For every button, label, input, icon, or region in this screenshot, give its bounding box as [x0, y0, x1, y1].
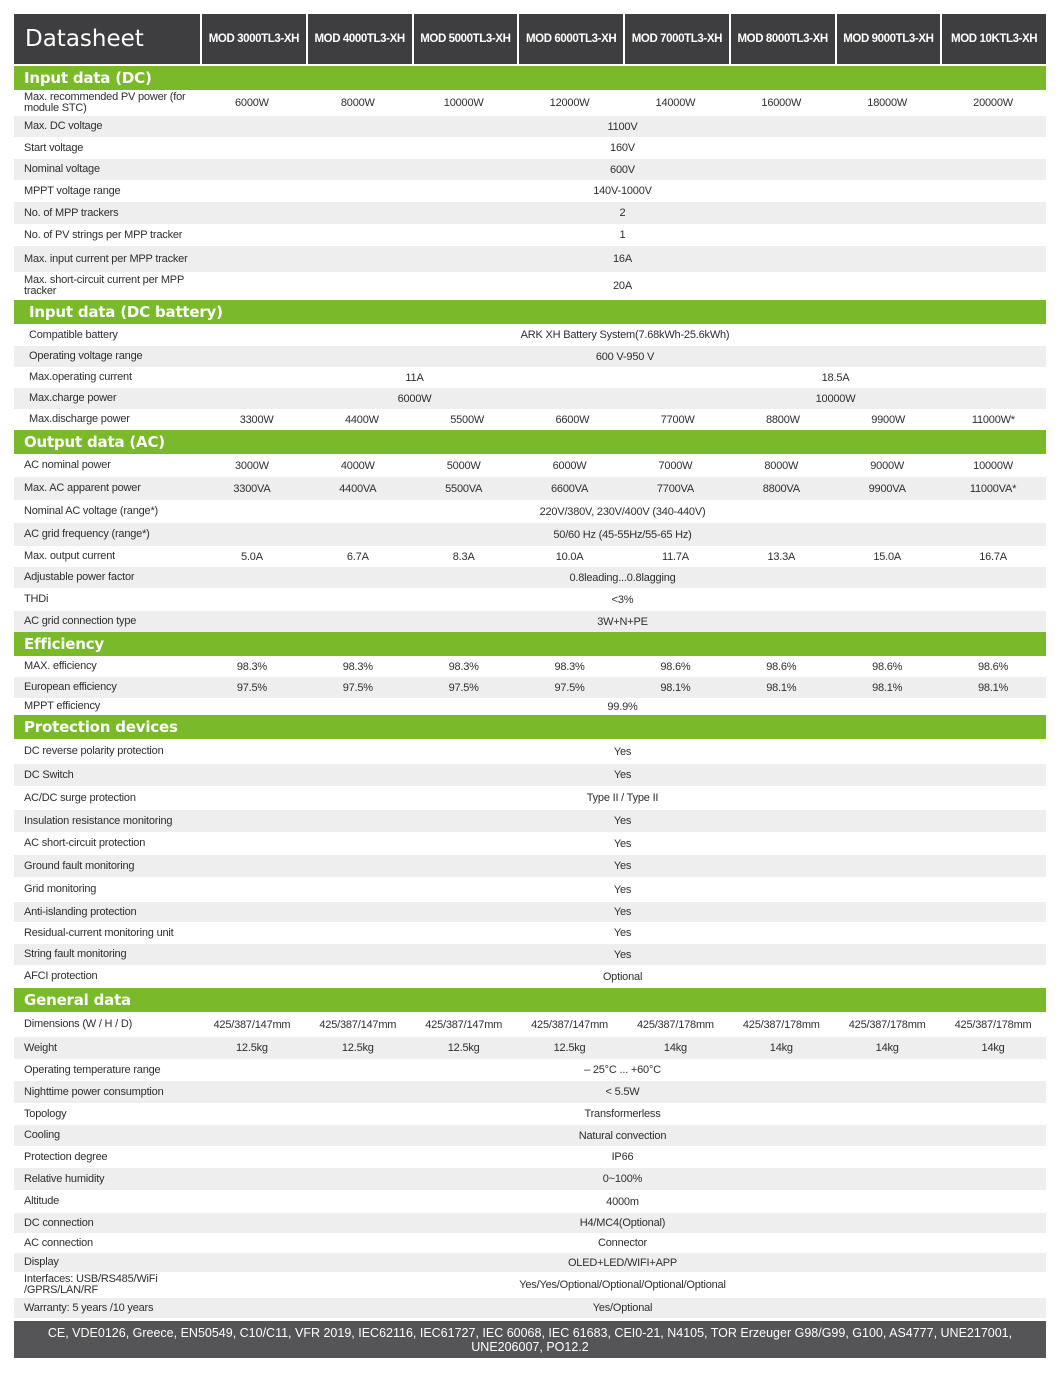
spec-label: Grid monitoring — [24, 884, 97, 895]
spec-value: 4000m — [606, 1195, 639, 1208]
spec-value: 98.3% — [342, 660, 373, 673]
spec-value: 9900VA — [868, 482, 906, 495]
spec-label: Max. DC voltage — [24, 121, 103, 132]
spec-row — [14, 246, 1046, 272]
spec-label: AC grid connection type — [24, 616, 137, 627]
spec-label: Anti-islanding protection — [24, 906, 137, 918]
spec-row — [14, 90, 1046, 116]
spec-label: AC grid frequency (range*) — [24, 529, 150, 540]
spec-row — [14, 832, 1046, 855]
spec-row — [14, 1272, 1046, 1298]
spec-value: 98.1% — [766, 681, 797, 694]
spec-value: H4/MC4(Optional) — [579, 1217, 666, 1229]
spec-value: 3000W — [235, 459, 269, 472]
spec-value: 425/387/147mm — [319, 1018, 397, 1031]
spec-row — [14, 677, 1046, 698]
spec-label: Weight — [24, 1042, 57, 1054]
spec-label: Relative humidity — [24, 1173, 105, 1185]
spec-row — [14, 656, 1046, 677]
spec-value: 9000W — [870, 459, 905, 472]
spec-row — [14, 346, 1046, 367]
spec-value: 6.7A — [346, 550, 369, 563]
spec-label: Max. AC apparent power — [24, 483, 141, 494]
spec-value: 425/387/147mm — [213, 1018, 291, 1031]
spec-value: 16000W — [761, 97, 802, 109]
spec-row — [14, 159, 1046, 180]
spec-value: Yes — [613, 769, 632, 781]
spec-value: Optional — [602, 970, 643, 983]
spec-row — [14, 588, 1046, 611]
datasheet-title: Datasheet — [14, 14, 200, 64]
spec-label: THDi — [24, 594, 49, 605]
spec-label: Operating temperature range — [24, 1064, 161, 1076]
spec-label: Start voltage — [24, 142, 84, 154]
spec-value: 14kg — [875, 1042, 899, 1054]
spec-row — [14, 477, 1046, 500]
spec-value: 5000W — [446, 459, 481, 472]
spec-value: 10000W — [443, 97, 484, 109]
spec-value: OLED+LED/WIFI+APP — [567, 1256, 678, 1269]
spec-label: Nominal AC voltage (range*) — [24, 506, 159, 517]
spec-value: 4400VA — [339, 482, 377, 495]
spec-row — [14, 611, 1046, 632]
spec-row — [14, 1081, 1046, 1103]
spec-value: 3300VA — [233, 482, 271, 495]
spec-label: European efficiency — [24, 682, 117, 693]
spec-value: 11A — [405, 371, 424, 384]
spec-row — [14, 922, 1046, 944]
spec-row — [14, 180, 1046, 202]
spec-row — [14, 1037, 1046, 1059]
spec-row — [14, 454, 1046, 477]
spec-value: Natural convection — [578, 1129, 667, 1142]
spec-label: AC nominal power — [24, 460, 111, 471]
spec-row — [14, 324, 1046, 346]
spec-label: Altitude — [24, 1196, 60, 1207]
spec-row — [14, 1213, 1046, 1233]
spec-value: IP66 — [611, 1151, 634, 1163]
spec-value: 98.1% — [977, 681, 1009, 694]
spec-row — [14, 202, 1046, 224]
spec-value: 98.6% — [766, 660, 797, 673]
spec-row — [14, 1059, 1046, 1081]
spec-value: 4000W — [340, 459, 375, 472]
spec-value: 1 — [619, 229, 626, 241]
spec-value: 6000W — [552, 459, 587, 472]
spec-value: Yes — [613, 745, 632, 758]
spec-label: DC Switch — [24, 769, 74, 781]
spec-value: 140V-1000V — [593, 185, 652, 197]
spec-value: 5.0A — [241, 550, 263, 563]
certifications-footer: CE, VDE0126, Greece, EN50549, C10/C11, VFR 2019, IEC62116, IEC61727, IEC 60068, IEC 61683, CEI0-21, N4105, TOR Erzeuger G98/G99, G100, AS4777, UNE217001, UNE206007, PO12.2 — [14, 1321, 1046, 1358]
spec-row — [14, 698, 1046, 715]
spec-value: 98.3% — [236, 660, 268, 673]
spec-label: No. of MPP trackers — [24, 207, 119, 219]
spec-body — [14, 66, 1046, 1318]
spec-label: No. of PV strings per MPP tracker — [24, 229, 183, 241]
spec-row — [14, 1298, 1046, 1318]
spec-value: 98.1% — [660, 681, 691, 694]
spec-value: 600V — [610, 163, 635, 176]
spec-label: Interfaces: USB/RS485/WiFi /GPRS/LAN/RF — [24, 1274, 158, 1296]
spec-row — [14, 409, 1046, 430]
section-header: Output data (AC) — [14, 430, 1046, 454]
spec-value: 6600VA — [550, 482, 589, 495]
spec-label: Ground fault monitoring — [24, 860, 135, 872]
model-header: MOD 6000TL3-XH — [519, 14, 623, 64]
section-header: Input data (DC) — [14, 66, 1046, 90]
spec-value: 98.6% — [660, 660, 691, 673]
spec-label: Nighttime power consumption — [24, 1086, 164, 1098]
spec-label: MPPT efficiency — [24, 701, 101, 712]
spec-value: 97.5% — [448, 681, 479, 694]
spec-value: 12000W — [549, 97, 590, 109]
spec-value: Yes/Yes/Optional/Optional/Optional/Optional — [519, 1279, 726, 1291]
spec-row — [14, 965, 1046, 988]
model-header: MOD 4000TL3-XH — [308, 14, 412, 64]
spec-value: 13.3A — [767, 550, 796, 563]
spec-value: 14000W — [655, 97, 696, 109]
spec-row — [14, 1168, 1046, 1190]
spec-value: 7700W — [660, 413, 695, 426]
spec-row — [14, 764, 1046, 786]
spec-value: 98.6% — [872, 660, 903, 673]
spec-value: Yes — [613, 837, 632, 850]
spec-value: 99.9% — [607, 700, 638, 713]
spec-value: 18000W — [867, 97, 908, 109]
section-header: General data — [14, 988, 1046, 1012]
spec-value: 98.1% — [872, 681, 903, 694]
spec-label: MAX. efficiency — [24, 661, 97, 672]
spec-value: 14kg — [769, 1042, 793, 1054]
spec-row — [14, 272, 1046, 300]
spec-value: Type II / Type II — [586, 792, 659, 804]
spec-value: 20000W — [973, 97, 1013, 109]
spec-value: Yes — [613, 906, 632, 918]
spec-value: 160V — [610, 142, 635, 154]
spec-value: Yes — [613, 883, 632, 896]
spec-value: 97.5% — [342, 681, 373, 694]
spec-value: 10000W — [815, 392, 856, 405]
spec-label: AC connection — [24, 1237, 93, 1249]
spec-value: 10.0A — [555, 550, 584, 563]
spec-value: 3W+N+PE — [597, 615, 648, 628]
spec-label: Compatible battery — [29, 329, 118, 341]
spec-label: Max. output current — [24, 551, 115, 562]
spec-value: 2 — [619, 207, 626, 219]
spec-value: 97.5% — [554, 681, 585, 694]
spec-value: 0~100% — [602, 1173, 643, 1185]
spec-value: 12.5kg — [341, 1042, 374, 1054]
spec-value: 50/60 Hz (45-55Hz/55-65 Hz) — [553, 528, 692, 541]
spec-value: Yes — [613, 860, 632, 872]
spec-row — [14, 224, 1046, 246]
spec-value: 20A — [613, 280, 632, 292]
spec-value: 4400W — [344, 413, 379, 426]
spec-value: 14kg — [981, 1042, 1005, 1054]
spec-label: Nominal voltage — [24, 164, 100, 175]
spec-label: Max. short-circuit current per MPP tracker — [24, 275, 184, 297]
spec-value: 425/387/178mm — [848, 1018, 926, 1031]
spec-row — [14, 877, 1046, 902]
spec-value: 16A — [613, 253, 632, 265]
spec-value: 425/387/178mm — [742, 1018, 820, 1031]
spec-row — [14, 739, 1046, 764]
spec-value: Transformerless — [584, 1108, 661, 1120]
spec-row — [14, 567, 1046, 588]
model-header: MOD 3000TL3-XH — [202, 14, 306, 64]
spec-value: 6600W — [555, 413, 590, 426]
spec-label: MPPT voltage range — [24, 185, 121, 197]
model-header: MOD 9000TL3-XH — [837, 14, 941, 64]
spec-value: Yes/Optional — [592, 1302, 653, 1314]
spec-label: Max.charge power — [29, 393, 117, 404]
spec-row — [14, 1012, 1046, 1037]
spec-row — [14, 1146, 1046, 1168]
spec-row — [14, 388, 1046, 409]
spec-value: 11000VA* — [969, 482, 1017, 495]
spec-value: 15.0A — [873, 550, 902, 563]
spec-value: 8800VA — [762, 482, 800, 495]
spec-value: 425/387/147mm — [531, 1018, 609, 1031]
spec-label: Warranty: 5 years /10 years — [24, 1302, 154, 1314]
spec-value: 9900W — [871, 413, 906, 426]
spec-value: 3300W — [239, 413, 274, 426]
spec-label: AC/DC surge protection — [24, 792, 136, 804]
spec-value: 425/387/178mm — [636, 1018, 714, 1031]
spec-label: Insulation resistance monitoring — [24, 815, 173, 827]
spec-label: Max. recommended PV power (for module STC) — [24, 92, 186, 114]
spec-value: ARK XH Battery System(7.68kWh-25.6kWh) — [520, 329, 730, 341]
spec-label: Max.discharge power — [29, 414, 130, 425]
spec-label: DC connection — [24, 1217, 94, 1229]
spec-value: 18.5A — [821, 371, 850, 384]
spec-value: 8000W — [764, 459, 799, 472]
section-header: Input data (DC battery) — [14, 300, 1046, 324]
spec-value: 98.3% — [554, 660, 585, 673]
spec-row — [14, 116, 1046, 137]
spec-value: 1100V — [607, 120, 638, 133]
spec-value: 6000W — [235, 97, 269, 109]
spec-value: 98.3% — [448, 660, 479, 673]
spec-label: DC reverse polarity protection — [24, 746, 164, 757]
spec-label: Cooling — [24, 1130, 60, 1141]
spec-row — [14, 1233, 1046, 1253]
spec-row — [14, 1190, 1046, 1213]
section-header: Protection devices — [14, 715, 1046, 739]
spec-value: 12.5kg — [553, 1042, 586, 1054]
spec-row — [14, 1253, 1046, 1272]
spec-value: 425/387/178mm — [954, 1018, 1032, 1031]
spec-value: 220V/380V, 230V/400V (340-440V) — [539, 505, 706, 518]
spec-row — [14, 810, 1046, 832]
spec-label: Protection degree — [24, 1151, 108, 1163]
model-header: MOD 5000TL3-XH — [414, 14, 518, 64]
spec-label: Max. input current per MPP tracker — [24, 253, 188, 265]
spec-row — [14, 1125, 1046, 1146]
spec-value: 8800W — [765, 413, 800, 426]
spec-label: Topology — [24, 1108, 67, 1120]
spec-row — [14, 500, 1046, 523]
spec-row — [14, 367, 1046, 388]
spec-value: 16.7A — [979, 550, 1007, 563]
spec-value: 10000W — [973, 459, 1013, 472]
spec-value: < 5.5W — [605, 1086, 640, 1098]
spec-value: 14kg — [663, 1042, 687, 1054]
spec-row — [14, 902, 1046, 922]
spec-row — [14, 855, 1046, 877]
spec-value: Connector — [598, 1237, 647, 1249]
spec-value: 97.5% — [236, 681, 268, 694]
spec-value: 600 V-950 V — [595, 350, 655, 363]
spec-value: 425/387/147mm — [425, 1018, 503, 1031]
spec-value: Yes — [613, 927, 632, 939]
header-row — [14, 14, 1046, 66]
spec-label: Max.operating current — [29, 372, 132, 383]
spec-row — [14, 137, 1046, 159]
datasheet-table — [14, 14, 1046, 1358]
model-header: MOD 8000TL3-XH — [731, 14, 835, 64]
spec-value: 5500W — [450, 413, 485, 426]
spec-value: 7700VA — [656, 482, 694, 495]
spec-value: 11000W* — [971, 413, 1015, 426]
spec-row — [14, 523, 1046, 546]
spec-label: Operating voltage range — [29, 351, 143, 362]
spec-label: AC short-circuit protection — [24, 838, 146, 849]
spec-label: Residual-current monitoring unit — [24, 927, 174, 939]
spec-label: String fault monitoring — [24, 949, 127, 960]
spec-label: AFCI protection — [24, 971, 98, 982]
spec-value: 0.8leading...0.8lagging — [569, 571, 676, 584]
spec-value: – 25°C ... +60°C — [584, 1064, 661, 1076]
spec-value: 5500VA — [445, 482, 483, 495]
spec-value: 6000W — [397, 392, 432, 405]
spec-label: Display — [24, 1257, 59, 1268]
spec-row — [14, 944, 1046, 965]
spec-label: Dimensions (W / H / D) — [24, 1019, 133, 1030]
model-header: MOD 10KTL3-XH — [942, 14, 1046, 64]
spec-value: 98.6% — [977, 660, 1009, 673]
spec-row — [14, 546, 1046, 567]
spec-row — [14, 1103, 1046, 1125]
spec-value: Yes — [613, 948, 632, 961]
spec-value: 12.5kg — [447, 1042, 480, 1054]
spec-value: 7000W — [658, 459, 693, 472]
spec-row — [14, 786, 1046, 810]
section-header: Efficiency — [14, 632, 1046, 656]
spec-value: 12.5kg — [236, 1042, 268, 1054]
spec-value: 8000W — [340, 97, 375, 109]
spec-value: 8.3A — [452, 550, 475, 563]
spec-value: Yes — [613, 815, 632, 827]
spec-value: <3% — [611, 593, 634, 606]
spec-label: Adjustable power factor — [24, 572, 135, 583]
model-header: MOD 7000TL3-XH — [625, 14, 729, 64]
spec-value: 11.7A — [661, 550, 689, 563]
